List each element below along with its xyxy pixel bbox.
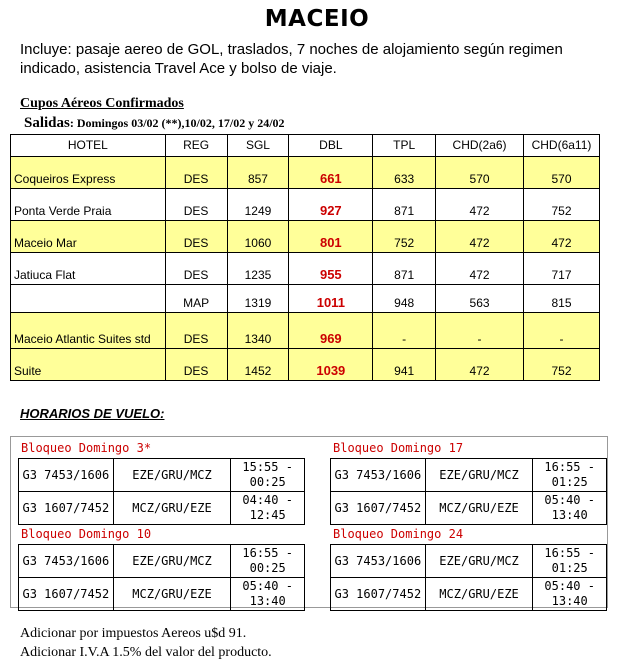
- regimen-cell: DES: [165, 313, 227, 349]
- tpl-price-cell: 941: [373, 349, 436, 381]
- flight-block-title: Bloqueo Domingo 10: [21, 527, 152, 541]
- flight-route-cell: EZE/GRU/MCZ: [113, 459, 231, 492]
- chd-6a11-price-cell: 570: [523, 157, 599, 189]
- flight-route-cell: MCZ/GRU/EZE: [425, 578, 533, 611]
- chd-6a11-price-cell: 472: [523, 221, 599, 253]
- flight-row: [331, 578, 607, 611]
- sgl-price-cell: 857: [227, 157, 289, 189]
- hotels-table: [10, 134, 600, 381]
- flight-block-title: Bloqueo Domingo 24: [333, 527, 464, 541]
- hotel-name-cell: Ponta Verde Praia: [11, 189, 166, 221]
- regimen-cell: DES: [165, 349, 227, 381]
- flight-row: [19, 459, 305, 492]
- flight-time-cell: 05:40 - 13:40: [533, 492, 607, 525]
- tpl-price-cell: 871: [373, 189, 436, 221]
- regimen-cell: DES: [165, 157, 227, 189]
- flight-block: [18, 524, 305, 611]
- header-dbl: DBL: [289, 135, 373, 157]
- table-row: [11, 313, 600, 349]
- flight-time-cell: 05:40 - 13:40: [533, 578, 607, 611]
- chd-6a11-price-cell: 752: [523, 189, 599, 221]
- footer-line-iva: Adicionar I.V.A 1.5% del valor del producto.: [20, 645, 272, 660]
- flight-number-cell: G3 7453/1606: [331, 545, 426, 578]
- flight-route-cell: MCZ/GRU/EZE: [113, 578, 231, 611]
- flight-table: [18, 544, 305, 611]
- flight-block: [18, 438, 305, 525]
- flight-row: [331, 545, 607, 578]
- tpl-price-cell: 752: [373, 221, 436, 253]
- flight-number-cell: G3 1607/7452: [331, 492, 426, 525]
- salidas-line: [24, 115, 285, 132]
- flight-time-cell: 15:55 - 00:25: [231, 459, 305, 492]
- table-row: [11, 349, 600, 381]
- hotel-name-cell: Maceio Atlantic Suites std: [11, 313, 166, 349]
- dbl-price-cell: 955: [289, 253, 373, 285]
- page-title: MACEIO: [264, 6, 370, 32]
- regimen-cell: MAP: [165, 285, 227, 313]
- sgl-price-cell: 1235: [227, 253, 289, 285]
- tpl-price-cell: -: [373, 313, 436, 349]
- header-reg: REG: [165, 135, 227, 157]
- chd-2a6-price-cell: 570: [436, 157, 524, 189]
- regimen-cell: DES: [165, 189, 227, 221]
- flight-route-cell: EZE/GRU/MCZ: [425, 545, 533, 578]
- intro-text: Incluye: pasaje aereo de GOL, traslados, 7 noches de alojamiento según regimen indicado, asistencia Travel Ace y bolso de viaje.: [20, 41, 563, 77]
- flight-table: [330, 458, 607, 525]
- flight-time-cell: 16:55 - 01:25: [533, 545, 607, 578]
- flight-row: [19, 545, 305, 578]
- salidas-label: Salidas: [24, 115, 70, 131]
- flight-row: [19, 492, 305, 525]
- flight-table: [330, 544, 607, 611]
- footer-line-taxes: Adicionar por impuestos Aereos u$d 91.: [20, 626, 247, 641]
- chd-6a11-price-cell: 815: [523, 285, 599, 313]
- flight-number-cell: G3 1607/7452: [19, 578, 114, 611]
- flight-number-cell: G3 7453/1606: [19, 545, 114, 578]
- regimen-cell: DES: [165, 221, 227, 253]
- chd-2a6-price-cell: 472: [436, 349, 524, 381]
- table-row: [11, 253, 600, 285]
- hotel-name-cell: [11, 285, 166, 313]
- flight-block: [330, 438, 607, 525]
- chd-6a11-price-cell: 717: [523, 253, 599, 285]
- chd-2a6-price-cell: 563: [436, 285, 524, 313]
- header-chd-2a6: CHD(2a6): [436, 135, 524, 157]
- sgl-price-cell: 1249: [227, 189, 289, 221]
- chd-2a6-price-cell: 472: [436, 253, 524, 285]
- table-header-row: [11, 135, 600, 157]
- hotel-name-cell: Jatiuca Flat: [11, 253, 166, 285]
- flight-time-cell: 05:40 - 13:40: [231, 578, 305, 611]
- sgl-price-cell: 1319: [227, 285, 289, 313]
- hotel-name-cell: Maceio Mar: [11, 221, 166, 253]
- sgl-price-cell: 1452: [227, 349, 289, 381]
- flight-row: [331, 492, 607, 525]
- tpl-price-cell: 633: [373, 157, 436, 189]
- chd-6a11-price-cell: 752: [523, 349, 599, 381]
- flight-route-cell: MCZ/GRU/EZE: [113, 492, 231, 525]
- horarios-heading: HORARIOS DE VUELO:: [20, 406, 165, 421]
- dbl-price-cell: 927: [289, 189, 373, 221]
- dbl-price-cell: 801: [289, 221, 373, 253]
- salidas-value: : Domingos 03/02 (**),10/02, 17/02 y 24/02: [69, 116, 285, 130]
- regimen-cell: DES: [165, 253, 227, 285]
- flight-block: [330, 524, 607, 611]
- flight-time-cell: 16:55 - 00:25: [231, 545, 305, 578]
- cupos-heading: Cupos Aéreos Confirmados: [20, 96, 184, 111]
- flight-row: [19, 578, 305, 611]
- flight-number-cell: G3 7453/1606: [331, 459, 426, 492]
- flight-table: [18, 458, 305, 525]
- header-chd-6a11: CHD(6a11): [523, 135, 599, 157]
- flight-block-title: Bloqueo Domingo 3*: [21, 441, 152, 455]
- footer-notes: [20, 624, 272, 662]
- chd-6a11-price-cell: -: [523, 313, 599, 349]
- sgl-price-cell: 1060: [227, 221, 289, 253]
- flight-time-cell: 04:40 - 12:45: [231, 492, 305, 525]
- dbl-price-cell: 1011: [289, 285, 373, 313]
- header-sgl: SGL: [227, 135, 289, 157]
- dbl-price-cell: 1039: [289, 349, 373, 381]
- flight-number-cell: G3 7453/1606: [19, 459, 114, 492]
- hotel-name-cell: Suite: [11, 349, 166, 381]
- flight-route-cell: EZE/GRU/MCZ: [425, 459, 533, 492]
- flight-time-cell: 16:55 - 01:25: [533, 459, 607, 492]
- header-hotel: HOTEL: [11, 135, 166, 157]
- table-row: [11, 221, 600, 253]
- flight-route-cell: MCZ/GRU/EZE: [425, 492, 533, 525]
- flight-route-cell: EZE/GRU/MCZ: [113, 545, 231, 578]
- flight-block-title: Bloqueo Domingo 17: [333, 441, 464, 455]
- chd-2a6-price-cell: 472: [436, 189, 524, 221]
- header-tpl: TPL: [373, 135, 436, 157]
- chd-2a6-price-cell: -: [436, 313, 524, 349]
- dbl-price-cell: 661: [289, 157, 373, 189]
- table-row: [11, 157, 600, 189]
- flight-number-cell: G3 1607/7452: [19, 492, 114, 525]
- sgl-price-cell: 1340: [227, 313, 289, 349]
- dbl-price-cell: 969: [289, 313, 373, 349]
- table-row: [11, 189, 600, 221]
- flight-number-cell: G3 1607/7452: [331, 578, 426, 611]
- tpl-price-cell: 948: [373, 285, 436, 313]
- hotel-name-cell: Coqueiros Express: [11, 157, 166, 189]
- table-row: [11, 285, 600, 313]
- chd-2a6-price-cell: 472: [436, 221, 524, 253]
- flight-row: [331, 459, 607, 492]
- tpl-price-cell: 871: [373, 253, 436, 285]
